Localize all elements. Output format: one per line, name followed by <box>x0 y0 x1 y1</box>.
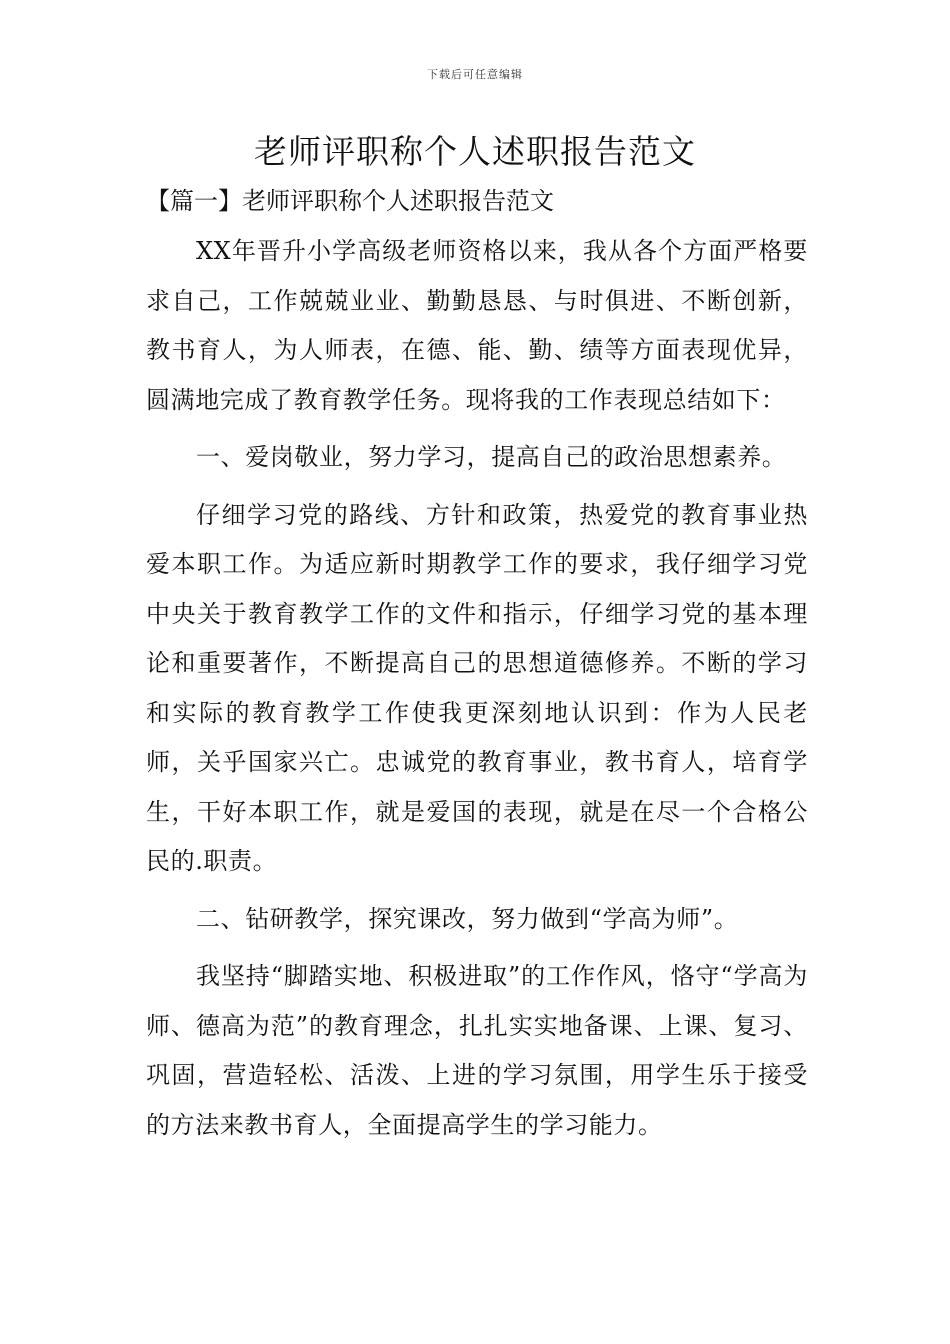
paragraph-point-two-heading: 二、钻研教学，探究课改，努力做到“学高为师”。 <box>196 904 739 933</box>
section-heading: 【篇一】老师评职称个人述职报告范文 <box>146 187 554 215</box>
paragraph-intro: XX年晋升小学高级老师资格以来，我从各个方面严格要求自己，工作兢兢业业、勤勤恳恳、与时俱进、不断创新，教书育人，为人师表，在德、能、勤、绩等方面表现优异，圆满地完成了教育教学任务。现将我的工作表现总结如下： <box>146 237 808 414</box>
header-note: 下载后可任意编辑 <box>427 68 523 81</box>
paragraph-point-one-body: 仔细学习党的路线、方针和政策，热爱党的教育事业热爱本职工作。为适应新时期教学工作的要求，我仔细学习党中央关于教育教学工作的文件和指示，仔细学习党的基本理论和重要著作，不断提高自己的思想道德修养。不断的学习和实际的教育教学工作使我更深刻地认识到：作为人民老师，关乎国家兴亡。忠诚党的教育事业，教书育人，培育学生，干好本职工作，就是爱国的表现，就是在尽一个合格公民的.职责。 <box>146 500 808 875</box>
document-title: 老师评职称个人述职报告范文 <box>254 132 696 171</box>
paragraph-point-one-heading: 一、爱岗敬业，努力学习，提高自己的政治思想素养。 <box>196 443 787 471</box>
paragraph-point-two-body: 我坚持“脚踏实地、积极进取”的工作作风，恪守“学高为师、德高为范”的教育理念，扎扎实实地备课、上课、复习、巩固，营造轻松、活泼、上进的学习氛围，用学生乐于接受的方法来教书育人，全面提高学生的学习能力。 <box>146 962 808 1139</box>
document-body <box>146 227 808 1150</box>
